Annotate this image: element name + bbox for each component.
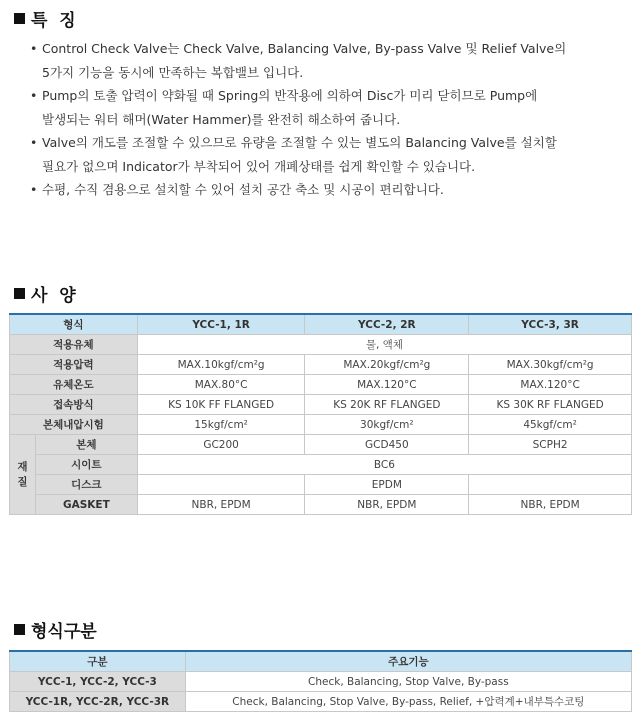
- material-row: [10, 435, 632, 455]
- spec-cell: 물, 액체: [137, 335, 631, 355]
- material-cell: GC200: [137, 435, 305, 455]
- spec-row-label: 적용압력: [10, 355, 138, 375]
- material-cell: BC6: [137, 455, 631, 475]
- bullet-icon: •: [30, 135, 38, 150]
- material-row-label: 시이트: [35, 455, 137, 475]
- material-cell: GCD450: [305, 435, 469, 455]
- spec-heading: [14, 281, 76, 306]
- material-row-label: 본체: [35, 435, 137, 455]
- material-cell: NBR, EPDM: [137, 495, 305, 515]
- types-row: [10, 692, 632, 712]
- types-row: [10, 672, 632, 692]
- spec-cell: KS 30K RF FLANGED: [469, 395, 632, 415]
- feature-line: 발생되는 워터 해머(Water Hammer)를 완전히 해소하여 줍니다.: [42, 111, 401, 127]
- spec-row: [10, 375, 632, 395]
- spec-row: [10, 335, 632, 355]
- spec-cell: KS 10K FF FLANGED: [137, 395, 305, 415]
- spec-row-label: 유체온도: [10, 375, 138, 395]
- types-function-cell: Check, Balancing, Stop Valve, By-pass: [185, 672, 631, 692]
- spec-cell: MAX.20kgf/cm²g: [305, 355, 469, 375]
- spec-cell: MAX.10kgf/cm²g: [137, 355, 305, 375]
- types-function-cell: Check, Balancing, Stop Valve, By-pass, Relief, +압력계+내부특수코팅: [185, 692, 631, 712]
- feature-line: Pump의 토출 압력이 약화될 때 Spring의 반작용에 의하여 Disc가 미리 닫히므로 Pump에: [42, 88, 538, 103]
- spec-title: 사 양: [31, 286, 76, 306]
- feature-line: 5가지 기능을 동시에 만족하는 복합밸브 입니다.: [42, 64, 304, 80]
- material-cell: NBR, EPDM: [305, 495, 469, 515]
- features-title: 특 징: [31, 11, 76, 31]
- bullet-icon: •: [30, 41, 38, 56]
- spec-row: [10, 395, 632, 415]
- spec-cell: MAX.30kgf/cm²g: [469, 355, 632, 375]
- spec-header-cell: YCC-1, 1R: [137, 314, 305, 335]
- spec-header-row: [10, 314, 632, 335]
- material-cell: [137, 475, 305, 495]
- spec-row: [10, 415, 632, 435]
- spec-cell: 45kgf/cm²: [469, 415, 632, 435]
- feature-item: [30, 84, 630, 131]
- types-header-cell: 구분: [10, 651, 186, 672]
- types-model-cell: YCC-1, YCC-2, YCC-3: [10, 672, 186, 692]
- feature-item: [30, 37, 630, 84]
- material-group-char: 재: [17, 460, 28, 473]
- spec-cell: KS 20K RF FLANGED: [305, 395, 469, 415]
- material-cell: NBR, EPDM: [469, 495, 632, 515]
- feature-item: [30, 178, 630, 202]
- types-title: 형식구분: [31, 622, 97, 642]
- square-bullet-icon: [14, 624, 25, 635]
- spec-cell: 30kgf/cm²: [305, 415, 469, 435]
- types-header-row: [10, 651, 632, 672]
- types-heading: [14, 617, 97, 642]
- feature-line: Control Check Valve는 Check Valve, Balancing Valve, By-pass Valve 및 Relief Valve의: [42, 41, 567, 56]
- features-list: [30, 37, 630, 202]
- spec-header-cell: YCC-2, 2R: [305, 314, 469, 335]
- feature-line: 수평, 수직 겸용으로 설치할 수 있어 설치 공간 축소 및 시공이 편리합니다.: [42, 182, 444, 197]
- spec-row-label: 적용유체: [10, 335, 138, 355]
- feature-item: [30, 131, 630, 178]
- features-heading: [14, 6, 76, 31]
- spec-cell: MAX.80°C: [137, 375, 305, 395]
- spec-cell: MAX.120°C: [469, 375, 632, 395]
- material-group-char: 질: [17, 475, 28, 488]
- types-header-cell: 주요기능: [185, 651, 631, 672]
- square-bullet-icon: [14, 13, 25, 24]
- spec-row-label: 본체내압시험: [10, 415, 138, 435]
- types-table: [9, 650, 632, 712]
- bullet-icon: •: [30, 182, 38, 197]
- material-cell: EPDM: [305, 475, 469, 495]
- material-row: [10, 455, 632, 475]
- square-bullet-icon: [14, 288, 25, 299]
- material-group-label: [10, 435, 36, 515]
- feature-line: 필요가 없으며 Indicator가 부착되어 있어 개폐상태를 쉽게 확인할 수 있습니다.: [42, 158, 476, 174]
- material-row: [10, 495, 632, 515]
- spec-header-cell: YCC-3, 3R: [469, 314, 632, 335]
- material-cell: [469, 475, 632, 495]
- material-cell: SCPH2: [469, 435, 632, 455]
- spec-header-cell: 형식: [10, 314, 138, 335]
- bullet-icon: •: [30, 88, 38, 103]
- material-row-label: GASKET: [35, 495, 137, 515]
- types-model-cell: YCC-1R, YCC-2R, YCC-3R: [10, 692, 186, 712]
- spec-table: [9, 313, 632, 515]
- material-row: [10, 475, 632, 495]
- spec-cell: MAX.120°C: [305, 375, 469, 395]
- spec-cell: 15kgf/cm²: [137, 415, 305, 435]
- material-row-label: 디스크: [35, 475, 137, 495]
- feature-line: Valve의 개도를 조절할 수 있으므로 유량을 조절할 수 있는 별도의 Balancing Valve를 설치할: [42, 135, 557, 150]
- spec-row-label: 접속방식: [10, 395, 138, 415]
- spec-row: [10, 355, 632, 375]
